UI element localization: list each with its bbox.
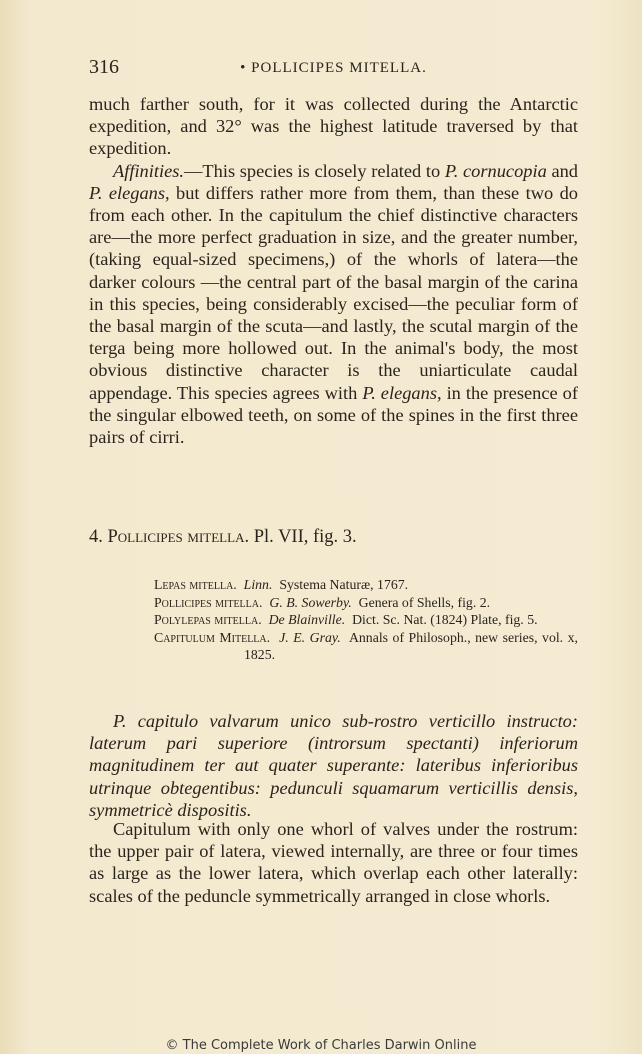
affinities-label: Affinities. [113, 160, 185, 181]
page-number: 316 [89, 56, 119, 78]
continuation-text [89, 93, 578, 448]
page-header [89, 56, 578, 82]
english-description: Capitulum with only one whorl of valves under the rostrum: the upper pair of latera, viewed internally, are three or four times as large as the lower latera, which overlap each other laterally: scales of the peduncle symmetrically arranged in close whorls. [89, 819, 578, 906]
running-title: • POLLICIPES MITELLA. [240, 60, 427, 76]
paragraph-latitude: much farther south, for it was collected during the Antarctic expedition, and 32° was the highest latitude traversed by that expedition. [89, 94, 578, 159]
species-heading [89, 527, 578, 548]
synonymy-entry: Lepas mitella. Linn. Systema Naturæ, 1767. [154, 577, 409, 592]
plate-reference: Pl. VII, fig. 3. [253, 527, 357, 547]
copyright-footer: © The Complete Work of Charles Darwin Online [165, 1038, 477, 1053]
synonymy-entry: Capitulum Mitella. J. E. Gray. Annals of Philosoph., new series, vol. x, 1825. [154, 629, 578, 662]
genus-abbrev: P. [113, 711, 127, 731]
paragraph-affinities: Affinities.—This species is closely related to P. cornucopia and P. elegans, but differs rather more from them, than these two do from each other. In the capitulum the chief distinctive characters are—the more perfect graduation in size, and the greater number, (taking equal-sized specimens,) of the whorls of latera—the darker colours —the central part of the basal margin of the carina in this species, being considerably excised—the peculiar form of the basal margin of the scuta—and lastly, the scutal margin of the terga being more hollowed out. In the animal's body, the most obvious distinctive character is the uniarticulate caudal appendage. This species agrees with P. elegans, in the presence of the singular elbowed teeth, on some of the spines in the first three pairs of cirri. [89, 160, 578, 448]
latin-diagnosis: P. capitulo valvarum unico sub-rostro verticillo instructo: laterum pari superiore (introrsum spectanti) inferiorum magnitudinem ter aut quater superante: lateribus inferioribus utrinque obtegentibus: pedunculi squamarum verticillis densis, symmetricè dispositis. [89, 711, 578, 820]
species-name: P. cornucopia [444, 160, 547, 181]
species-number: 4. [89, 527, 103, 547]
species-title: Pollicipes mitella. [107, 527, 250, 547]
synonymy-list [154, 576, 578, 664]
synonymy-entry: Polylepas mitella. De Blainville. Dict. Sc. Nat. (1824) Plate, fig. 5. [154, 612, 538, 627]
species-name: P. elegans, [89, 182, 170, 203]
synonymy-entry: Pollicipes mitella. G. B. Sowerby. Genera of Shells, fig. 2. [154, 594, 491, 610]
species-name: P. elegans, [362, 382, 442, 403]
